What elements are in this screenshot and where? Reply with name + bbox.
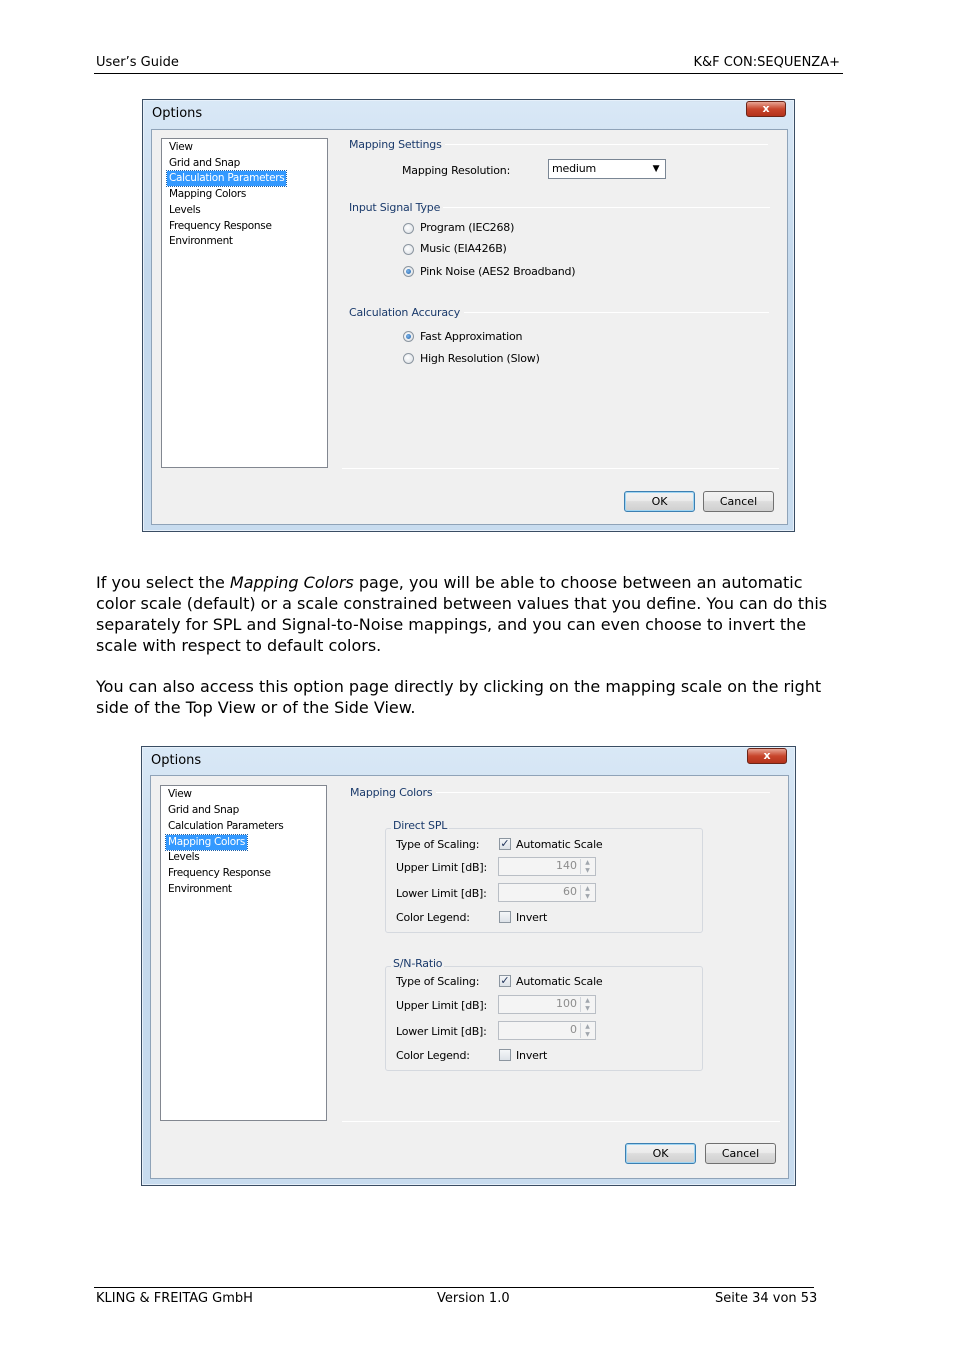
sn-upper-limit-value: 100 <box>556 997 577 1010</box>
sn-upper-limit-spinner[interactable] <box>498 995 596 1014</box>
calculation-accuracy-label: Calculation Accuracy <box>349 306 461 319</box>
spin-buttons[interactable] <box>580 997 594 1012</box>
radio-pink-noise[interactable] <box>403 266 414 277</box>
radio-label-fast-approximation: Fast Approximation <box>420 330 523 343</box>
options-nav-list[interactable] <box>160 785 327 1121</box>
spl-lower-limit-spinner[interactable] <box>498 883 596 902</box>
sn-type-of-scaling-label: Type of Scaling: <box>396 975 480 988</box>
sn-lower-limit-value: 0 <box>570 1023 577 1036</box>
spl-upper-limit-value: 140 <box>556 859 577 872</box>
mapping-resolution-value: medium <box>552 162 597 175</box>
radio-label-program: Program (IEC268) <box>420 221 515 234</box>
ok-button[interactable]: OK <box>624 491 695 512</box>
options-dialog-mapping-colors <box>141 746 796 1186</box>
sn-lower-limit-label: Lower Limit [dB]: <box>396 1025 487 1038</box>
radio-music-eia426b[interactable] <box>403 244 414 255</box>
spl-automatic-scale-label: Automatic Scale <box>516 838 603 851</box>
radio-program-iec268[interactable] <box>403 223 414 234</box>
spin-buttons[interactable] <box>580 859 594 874</box>
dialog-client-area <box>151 129 788 525</box>
nav-item-levels[interactable]: Levels <box>168 851 200 863</box>
spl-upper-limit-spinner[interactable] <box>498 857 596 876</box>
sn-ratio-title: S/N-Ratio <box>393 957 443 970</box>
nav-item-grid-and-snap[interactable]: Grid and Snap <box>169 157 240 169</box>
dialog-title: Options <box>152 106 203 121</box>
sn-automatic-scale-checkbox[interactable]: ✓ <box>500 974 510 987</box>
mapping-colors-label: Mapping Colors <box>350 786 433 799</box>
ok-button[interactable]: OK <box>625 1143 696 1164</box>
paragraph-access-option: You can also access this option page directly by clicking on the mapping scale on the right side of the Top View or of the Side View. <box>96 677 822 717</box>
spl-upper-limit-label: Upper Limit [dB]: <box>396 861 487 874</box>
spl-invert-label: Invert <box>516 911 548 924</box>
sn-automatic-scale-label: Automatic Scale <box>516 975 603 988</box>
spl-type-of-scaling-label: Type of Scaling: <box>396 838 480 851</box>
chevron-down-icon[interactable]: ▼ <box>652 164 660 174</box>
nav-item-calculation-parameters[interactable]: Calculation Parameters <box>169 172 285 184</box>
header-rule <box>94 73 843 74</box>
spin-up-icon[interactable]: ▲ <box>585 885 590 892</box>
calculation-accuracy-divider <box>464 312 769 313</box>
spin-buttons[interactable] <box>580 885 594 900</box>
options-dialog-calculation <box>142 99 795 532</box>
close-icon[interactable]: x <box>747 748 787 764</box>
spin-down-icon[interactable]: ▼ <box>585 1004 590 1012</box>
paragraph-1-end: page, you will be able to choose between an automatic color scale (default) or a scale constrained between values that you define. You can do this separately for SPL and Signal-to-Noise mappings, and you can even choose to invert the scale with respect to default colors. <box>96 573 828 655</box>
nav-item-frequency-response[interactable]: Frequency Response <box>169 220 272 232</box>
sn-lower-limit-spinner[interactable] <box>498 1021 596 1040</box>
spl-lower-limit-label: Lower Limit [dB]: <box>396 887 487 900</box>
nav-item-view[interactable]: View <box>169 141 193 153</box>
spin-buttons[interactable] <box>580 1023 594 1038</box>
nav-item-frequency-response[interactable]: Frequency Response <box>168 867 271 879</box>
page-footer-page-number: Seite 34 von 53 <box>715 1291 818 1306</box>
paragraph-1-start: If you select the <box>96 573 230 592</box>
nav-item-mapping-colors[interactable]: Mapping Colors <box>168 836 246 848</box>
mapping-resolution-dropdown[interactable] <box>548 159 666 179</box>
spl-invert-checkbox[interactable] <box>499 911 511 923</box>
radio-label-music: Music (EIA426B) <box>420 242 507 255</box>
mapping-colors-divider <box>436 792 770 793</box>
radio-high-resolution[interactable] <box>403 353 414 364</box>
radio-fast-approximation[interactable] <box>403 331 414 342</box>
spin-up-icon[interactable]: ▲ <box>585 1023 590 1030</box>
options-nav-list[interactable] <box>161 138 328 468</box>
spin-up-icon[interactable]: ▲ <box>585 859 590 866</box>
paragraph-1-emphasis: Mapping Colors <box>229 573 354 592</box>
sn-invert-label: Invert <box>516 1049 548 1062</box>
dialog-title: Options <box>151 753 202 768</box>
mapping-settings-label: Mapping Settings <box>349 138 442 151</box>
radio-label-pink-noise: Pink Noise (AES2 Broadband) <box>420 265 576 278</box>
nav-item-grid-and-snap[interactable]: Grid and Snap <box>168 804 239 816</box>
cancel-button[interactable]: Cancel <box>705 1143 776 1164</box>
sn-upper-limit-label: Upper Limit [dB]: <box>396 999 487 1012</box>
spin-down-icon[interactable]: ▼ <box>585 1030 590 1038</box>
page-header-right: K&F CON:SEQUENZA+ <box>693 55 840 70</box>
close-icon[interactable]: x <box>746 101 786 117</box>
input-signal-type-label: Input Signal Type <box>349 201 441 214</box>
spl-color-legend-label: Color Legend: <box>396 911 470 924</box>
spin-up-icon[interactable]: ▲ <box>585 997 590 1004</box>
sn-color-legend-label: Color Legend: <box>396 1049 470 1062</box>
direct-spl-title: Direct SPL <box>393 819 448 832</box>
input-signal-divider <box>443 207 770 208</box>
nav-item-view[interactable]: View <box>168 788 192 800</box>
paragraph-mapping-colors <box>96 572 841 656</box>
spl-automatic-scale-checkbox[interactable]: ✓ <box>500 837 510 850</box>
dialog-client-area <box>150 775 789 1179</box>
spl-lower-limit-value: 60 <box>563 885 577 898</box>
radio-label-high-resolution: High Resolution (Slow) <box>420 352 540 365</box>
sn-invert-checkbox[interactable] <box>499 1049 511 1061</box>
nav-item-levels[interactable]: Levels <box>169 204 201 216</box>
page-footer-company: KLING & FREITAG GmbH <box>96 1291 253 1306</box>
nav-item-calculation-parameters[interactable]: Calculation Parameters <box>168 820 284 832</box>
cancel-button[interactable]: Cancel <box>703 491 774 512</box>
nav-item-environment[interactable]: Environment <box>169 235 233 247</box>
button-separator <box>342 1121 780 1122</box>
nav-item-mapping-colors[interactable]: Mapping Colors <box>169 188 247 200</box>
spin-down-icon[interactable]: ▼ <box>585 866 590 874</box>
page-header-left: User’s Guide <box>96 55 179 70</box>
mapping-settings-divider <box>445 144 768 145</box>
footer-rule <box>94 1287 814 1288</box>
nav-item-environment[interactable]: Environment <box>168 883 232 895</box>
spin-down-icon[interactable]: ▼ <box>585 892 590 900</box>
button-separator <box>342 468 779 469</box>
mapping-resolution-label: Mapping Resolution: <box>402 164 511 177</box>
page-footer-version: Version 1.0 <box>437 1291 510 1306</box>
